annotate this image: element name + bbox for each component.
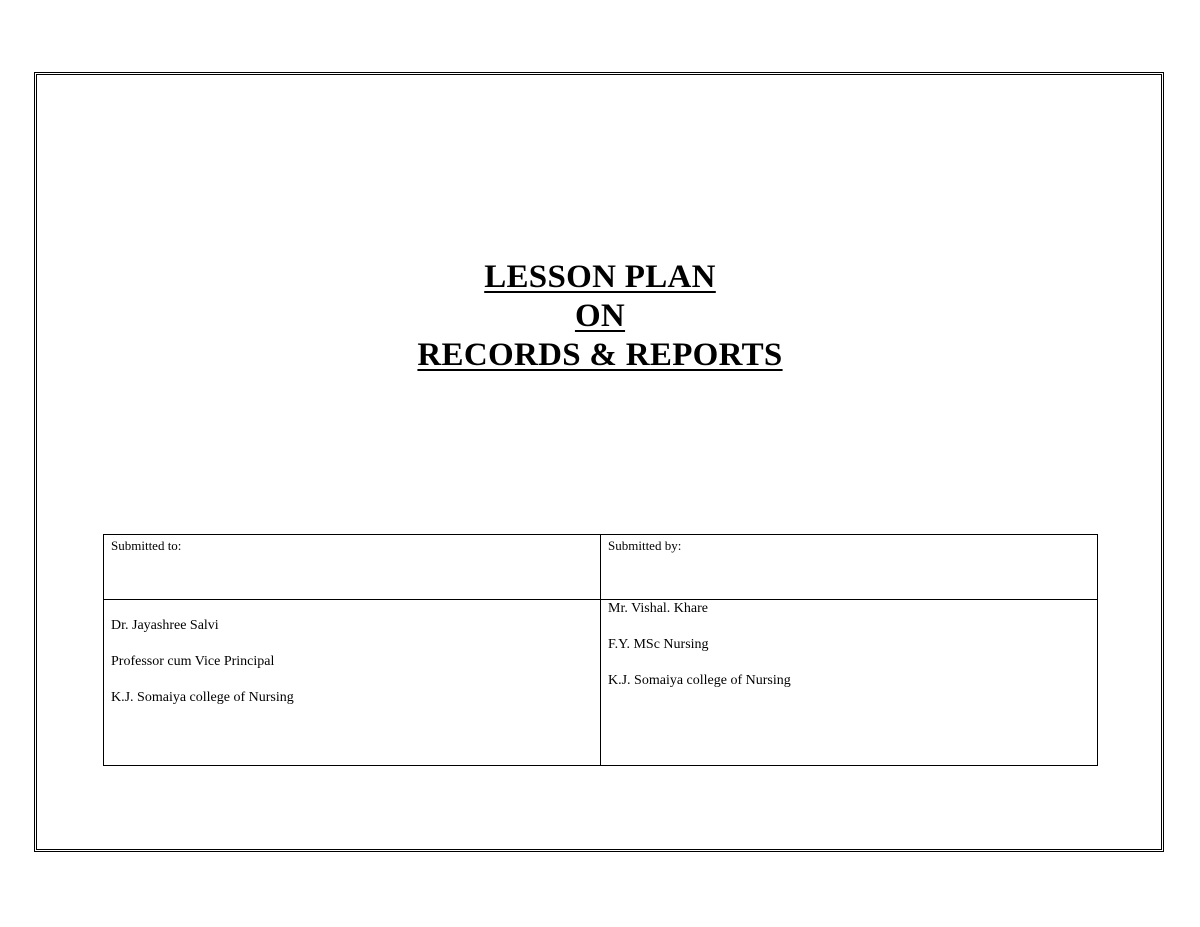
submitted-by-details [608, 600, 1090, 690]
submitted-to-cell [104, 600, 601, 766]
submitted-to-header-cell [104, 535, 601, 600]
title-text-1: LESSON PLAN [484, 259, 716, 295]
submitted-by-designation: F.Y. MSc Nursing [608, 637, 709, 652]
submitted-to-details [111, 617, 593, 707]
table-header-row [104, 535, 1098, 600]
submitted-to-designation: Professor cum Vice Principal [111, 654, 275, 669]
submitted-to-institution: K.J. Somaiya college of Nursing [111, 690, 294, 705]
submitted-by-label: Submitted by: [608, 538, 682, 553]
submitted-by-header-cell [601, 535, 1098, 600]
title-text-2: ON [574, 298, 626, 334]
submitted-by-name: Mr. Vishal. Khare [608, 601, 708, 616]
title-text-3: RECORDS & REPORTS [417, 337, 783, 373]
submission-table [103, 534, 1098, 766]
table-body-row [104, 600, 1098, 766]
submitted-by-institution: K.J. Somaiya college of Nursing [608, 673, 791, 688]
submitted-to-label: Submitted to: [111, 538, 182, 553]
title-line-1 [0, 258, 1200, 297]
title-line-2 [0, 297, 1200, 336]
title-line-3 [0, 336, 1200, 375]
submitted-by-cell [601, 600, 1098, 766]
submitted-to-name: Dr. Jayashree Salvi [111, 618, 219, 633]
title-block [0, 258, 1200, 375]
